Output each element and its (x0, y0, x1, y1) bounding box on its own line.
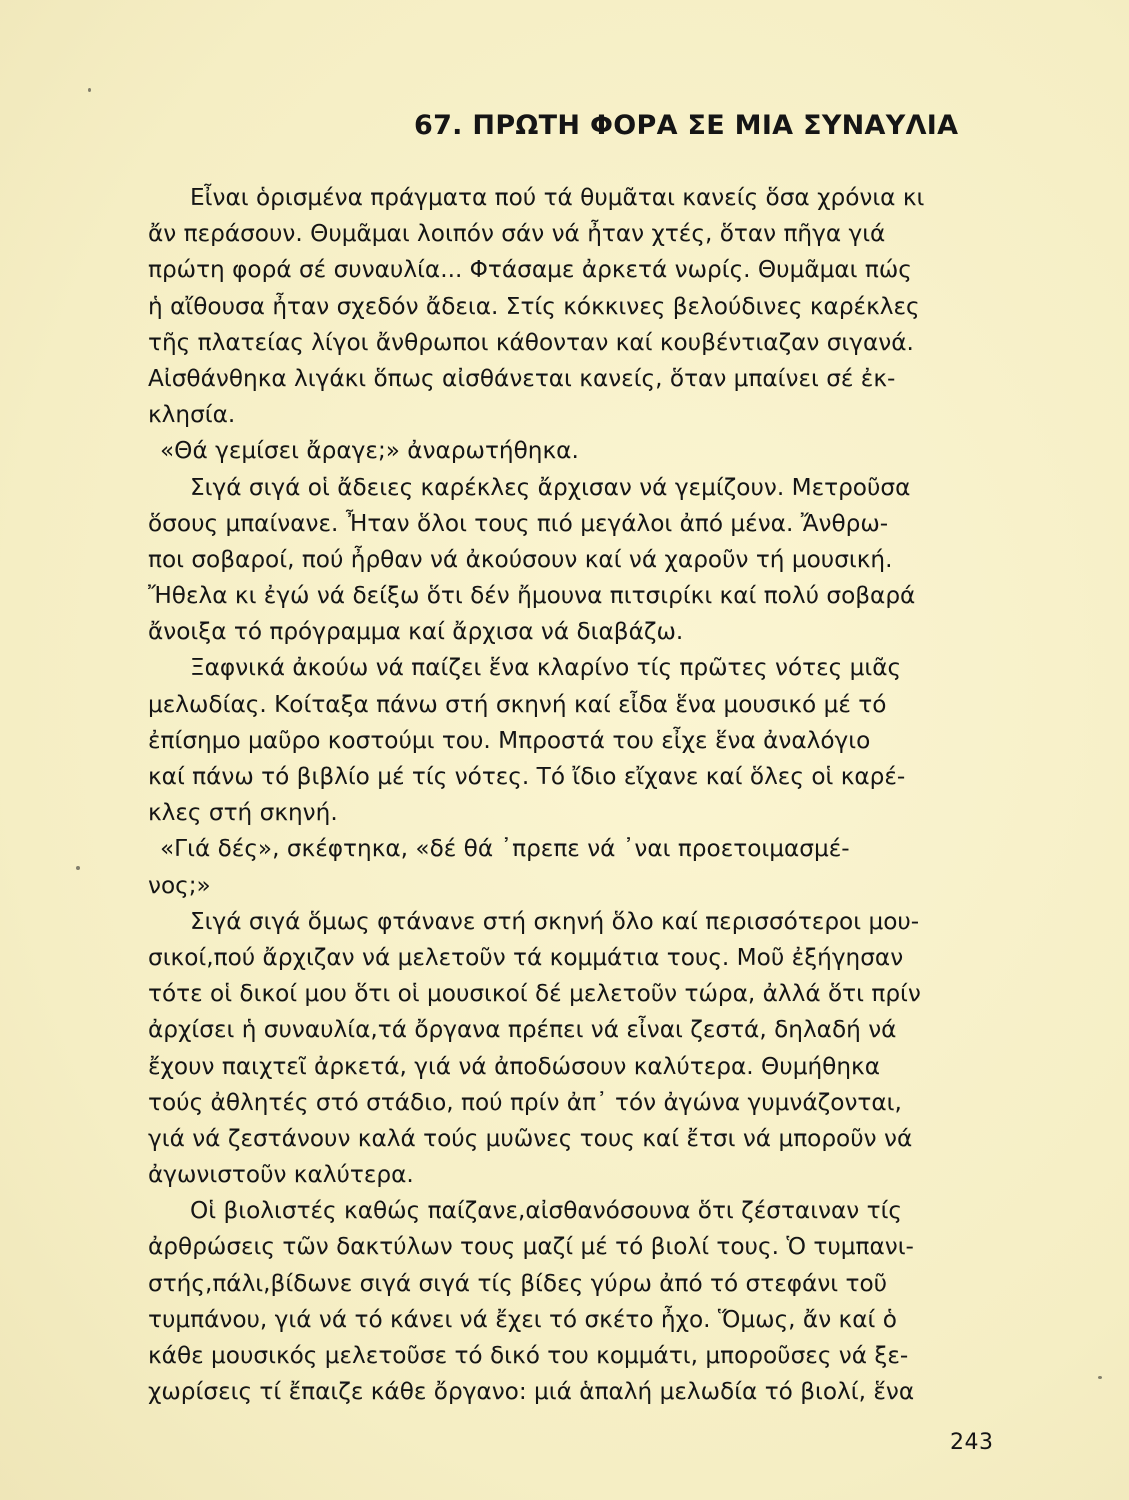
text-line (148, 216, 998, 252)
text-line (148, 1157, 998, 1193)
text-line (148, 614, 998, 650)
text-line (148, 1374, 998, 1410)
text-line (148, 506, 998, 542)
scan-speck (1098, 1376, 1102, 1379)
text-line-content: γιά νά ζεστάνουν καλά τούς μυῶνες τους καί ἔτσι νά μποροῦν νά (148, 1124, 913, 1152)
text-line-content: χωρίσεις τί ἔπαιζε κάθε ὄργανο: μιά ἁπαλή μελωδία τό βιολί, ἕνα (148, 1378, 915, 1406)
text-line-content: «Γιά δές», σκέφτηκα, «δέ θά ᾽πρεπε νά ᾽ναι προετοιμασμέ- (160, 835, 850, 863)
text-line-content: ἔχουν παιχτεῖ ἀρκετά, γιά νά ἀποδώσουν καλύτερα. Θυμήθηκα (148, 1052, 881, 1080)
scan-speck (76, 866, 80, 870)
text-line-content: πρώτη φορά σέ συναυλία... Φτάσαμε ἀρκετά νωρίς. Θυμᾶμαι πώς (148, 256, 912, 284)
text-line (148, 252, 998, 288)
scan-speck (88, 88, 91, 92)
text-line-content: Σιγά σιγά οἱ ἄδειες καρέκλες ἄρχισαν νά γεμίζουν. Μετροῦσα (190, 473, 911, 501)
text-line-content: στής,πάλι,βίδωνε σιγά σιγά τίς βίδες γύρω ἀπό τό στεφάνι τοῦ (148, 1269, 888, 1297)
text-line (148, 1338, 998, 1374)
text-line (148, 650, 998, 686)
text-line-content: τυμπάνου, γιά νά τό κάνει νά ἔχει τό σκέτο ἦχο. Ὅμως, ἄν καί ὁ (148, 1305, 897, 1333)
text-line-content: ὅσους μπαίνανε. Ἦταν ὅλοι τους πιό μεγάλοι ἀπό μένα. Ἄνθρω- (148, 509, 889, 537)
text-line (148, 687, 998, 723)
text-line-content: ἄνοιξα τό πρόγραμμα καί ἄρχισα νά διαβάζω. (148, 618, 684, 646)
text-line (148, 1229, 998, 1265)
text-line-content: Εἶναι ὁρισμένα πράγματα πού τά θυμᾶται κανείς ὅσα χρόνια κι (190, 184, 925, 211)
text-line (148, 868, 998, 904)
text-line-content: ἄν περάσουν. Θυμᾶμαι λοιπόν σάν νά ἦταν χτές, ὅταν πῆγα γιά (148, 220, 886, 248)
body-text (148, 180, 998, 1410)
text-line (148, 470, 998, 506)
text-line (148, 542, 998, 578)
text-line (148, 1302, 998, 1338)
text-line-content: σικοί,πού ἄρχιζαν νά μελετοῦν τά κομμάτια τους. Μοῦ ἐξήγησαν (148, 943, 904, 971)
text-line (148, 578, 998, 614)
text-line (148, 1266, 998, 1302)
text-line (148, 361, 998, 397)
text-line (148, 1049, 998, 1085)
text-line-content: ἐπίσημο μαῦρο κοστούμι του. Μπροστά του εἶχε ἕνα ἀναλόγιο (148, 726, 871, 754)
text-line-content: ἀρχίσει ἡ συναυλία,τά ὄργανα πρέπει νά εἶναι ζεστά, δηλαδή νά (148, 1016, 897, 1044)
text-line-content: Ξαφνικά ἀκούω νά παίζει ἕνα κλαρίνο τίς πρῶτες νότες μιᾶς (190, 654, 902, 682)
text-line (148, 976, 998, 1012)
text-line-content: ἀρθρώσεις τῶν δακτύλων τους μαζί μέ τό βιολί τους. Ὁ τυμπανι- (148, 1233, 914, 1261)
text-line-content: κλες στή σκηνή. (148, 799, 338, 827)
page-number: 243 (950, 1430, 994, 1455)
text-line (148, 397, 998, 433)
text-line (148, 904, 998, 940)
text-line-content: τῆς πλατείας λίγοι ἄνθρωποι κάθονταν καί κουβέντιαζαν σιγανά. (148, 328, 914, 356)
text-line-content: ἡ αἴθουσα ἦταν σχεδόν ἄδεια. Στίς κόκκινες βελούδινες καρέκλες (148, 292, 920, 320)
text-line-content: κάθε μουσικός μελετοῦσε τό δικό του κομμάτι, μποροῦσες νά ξε- (148, 1342, 909, 1369)
text-line (148, 289, 998, 325)
text-line (148, 795, 998, 831)
text-line-content: ποι σοβαροί, πού ἦρθαν νά ἀκούσουν καί νά χαροῦν τή μουσική. (148, 545, 893, 573)
text-line (148, 723, 998, 759)
text-line-content: ἀγωνιστοῦν καλύτερα. (148, 1161, 414, 1189)
text-line-content: Οἱ βιολιστές καθώς παίζανε,αἰσθανόσουνα ὅτι ζέσταιναν τίς (190, 1197, 903, 1225)
text-line (148, 433, 998, 469)
text-line-content: Σιγά σιγά ὅμως φτάνανε στή σκηνή ὅλο καί περισσότεροι μου- (190, 907, 920, 935)
text-line-content: καί πάνω τό βιβλίο μέ τίς νότες. Τό ἴδιο εἴχανε καί ὅλες οἱ καρέ- (148, 763, 906, 790)
text-line-content: τούς ἀθλητές στό στάδιο, πού πρίν ἀπ᾽ τόν ἀγώνα γυμνάζονται, (148, 1088, 902, 1116)
text-line-content: «Θά γεμίσει ἄραγε;» ἀναρωτήθηκα. (160, 437, 579, 465)
text-line (148, 325, 998, 361)
text-line-content: νος;» (148, 871, 211, 899)
text-line (148, 1012, 998, 1048)
text-line (148, 1085, 998, 1121)
text-line-content: Αἰσθάνθηκα λιγάκι ὅπως αἰσθάνεται κανείς, ὅταν μπαίνει σέ ἐκ- (148, 364, 896, 392)
text-line (148, 1193, 998, 1229)
text-line-content: Ἤθελα κι ἐγώ νά δείξω ὅτι δέν ἤμουνα πιτσιρίκι καί πολύ σοβαρά (148, 582, 916, 610)
text-line (148, 759, 998, 795)
text-line-content: κλησία. (148, 401, 236, 429)
text-line-content: μελωδίας. Κοίταξα πάνω στή σκηνή καί εἶδα ἕνα μουσικό μέ τό (148, 690, 887, 718)
text-line (148, 940, 998, 976)
text-line (148, 831, 998, 867)
text-line-content: τότε οἱ δικοί μου ὅτι οἱ μουσικοί δέ μελετοῦν τώρα, ἀλλά ὅτι πρίν (148, 980, 921, 1008)
text-line (148, 1121, 998, 1157)
chapter-title: 67. ΠΡΩΤΗ ΦΟΡΑ ΣΕ ΜΙΑ ΣΥΝΑΥΛΙΑ (414, 110, 959, 141)
text-line (148, 180, 998, 216)
